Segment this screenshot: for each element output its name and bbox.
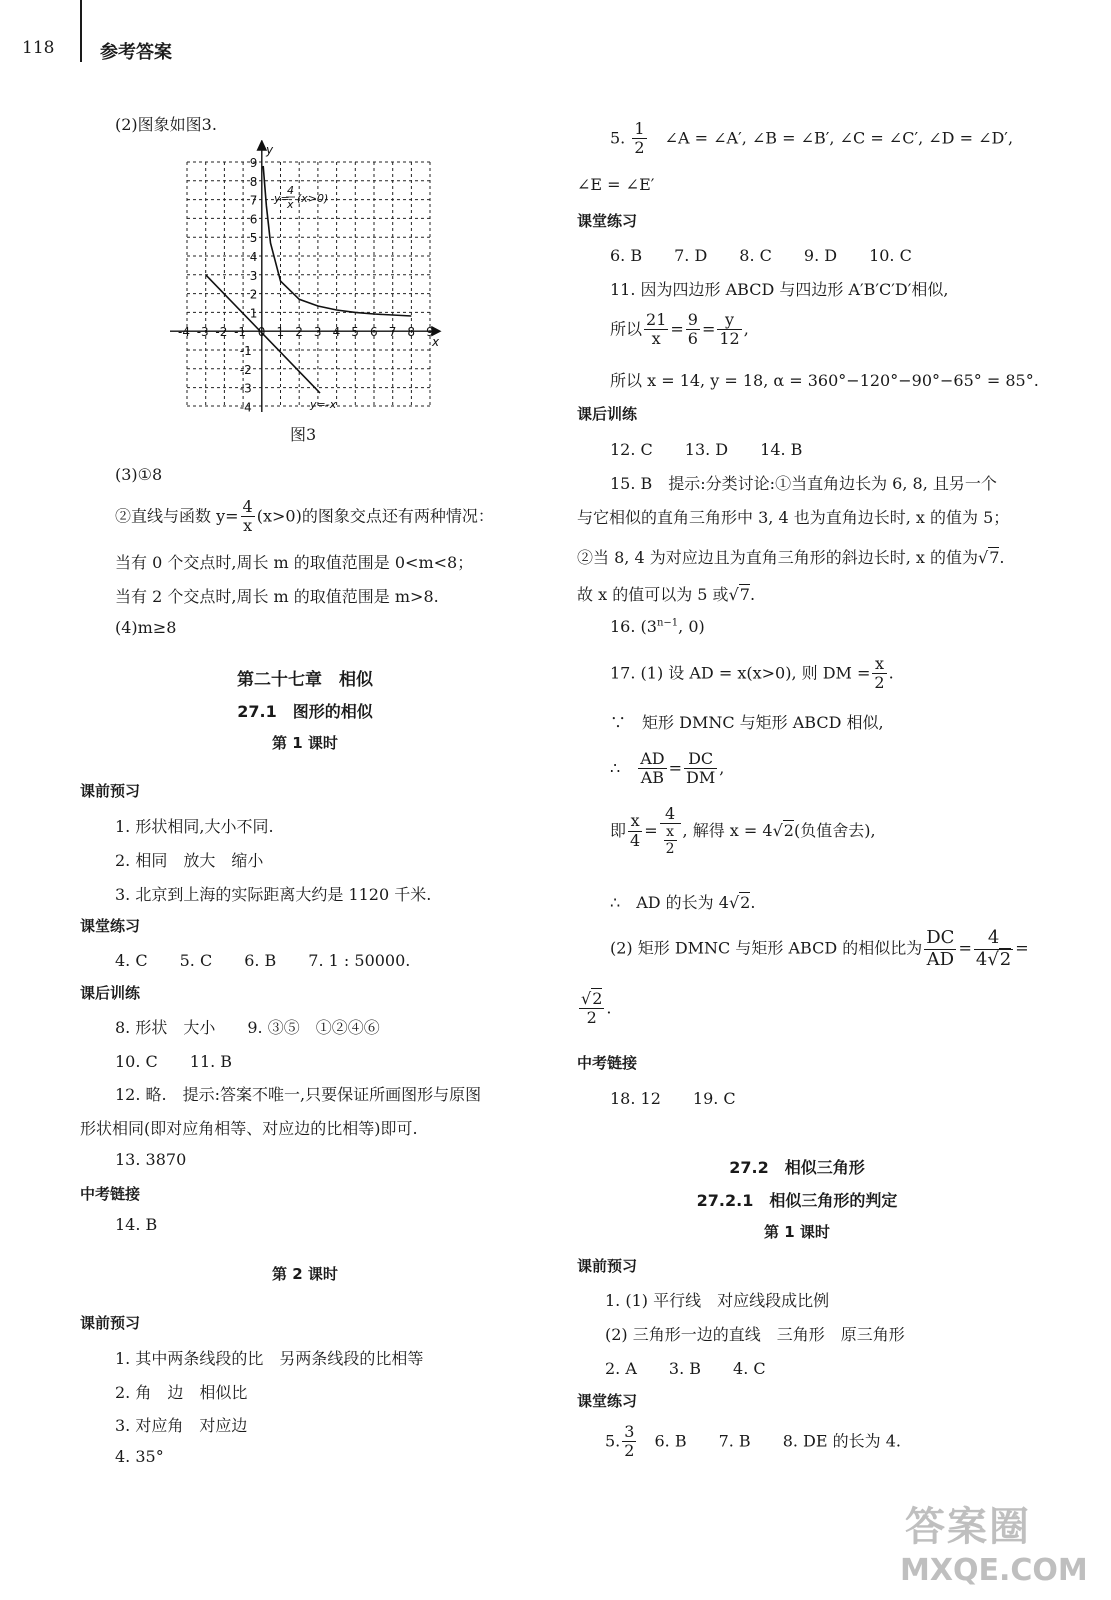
x-tick-label: 4 (332, 325, 341, 340)
r-after-17a: 17. (1) 设 AD = x(x>0), 则 DM = $\frac{x}{2}$ . (610, 654, 894, 693)
r-after-12-14: 12. C 13. D 14. B (610, 440, 803, 459)
x-tick-labels (178, 325, 434, 339)
preview2-1: 1. 其中两条线段的比 另两条线段的比相等 (115, 1349, 424, 1368)
r-class-11a: 11. 因为四边形 ABCD 与四边形 A′B′C′D′相似, (610, 280, 949, 299)
after-12b: 形状相同(即对应角相等、对应边的比相等)即可. (80, 1119, 418, 1138)
preview-2: 2. 相同 放大 缩小 (115, 851, 264, 870)
y-tick-label: 6 (249, 212, 258, 227)
y-tick-label: 7 (249, 193, 258, 208)
r-after-15a: 15. B 提示:分类讨论:①当直角边长为 6, 8, 且另一个 (610, 474, 997, 493)
y-tick-label: -4 (239, 400, 252, 415)
r-class2-5-8: 5. $\frac{3}{2}$ 6. B 7. B 8. DE 的长为 4. (605, 1422, 901, 1461)
y-tick-label: 2 (249, 287, 258, 302)
x-tick-label: -3 (196, 325, 209, 340)
page-number: 118 (22, 38, 55, 58)
heading-exam: 中考链接 (80, 1185, 141, 1203)
y-tick-label: -3 (239, 381, 252, 396)
preview2-2: 2. 角 边 相似比 (115, 1383, 248, 1402)
y-tick-label: 9 (249, 156, 258, 170)
r-answer-5: 5. $\frac{1}{2}$ ∠A = ∠A′, ∠B = ∠B′, ∠C = ∠C′, ∠D = ∠D′, (610, 119, 1014, 158)
after-12a: 12. 略. 提示:答案不唯一,只要保证所画图形与原图 (115, 1085, 482, 1104)
r-class-6-10: 6. B 7. D 8. C 9. D 10. C (610, 246, 912, 265)
line-label: y=-x (310, 398, 337, 411)
watermark-url: MXQE.COM (900, 1553, 1088, 1588)
x-tick-label: 6 (370, 325, 378, 340)
after-8-9: 8. 形状 大小 9. ③⑤ ①②④⑥ (115, 1018, 380, 1037)
x-tick-label: 8 (407, 325, 416, 340)
preview2-4: 4. 35° (115, 1447, 164, 1466)
x-tick-label: -2 (215, 325, 228, 340)
answer-2: (2)图象如图3. (115, 115, 217, 134)
figure-caption: 图3 (290, 425, 317, 444)
section-title: 27.1 图形的相似 (237, 702, 373, 721)
watermark-logo: 答案圈 (905, 1504, 1031, 1550)
answer-3c: 当有 0 个交点时,周长 m 的取值范围是 0<m<8； (115, 553, 474, 572)
header-divider (80, 0, 82, 62)
curve-label-den: x (287, 198, 294, 211)
x-tick-label: 0 (257, 325, 266, 340)
r-after-17g: $\frac{√2}{2}$ . (581, 989, 612, 1028)
r-heading-after: 课后训练 (577, 405, 638, 423)
r-after-17f: (2) 矩形 DMNC 与矩形 ABCD 的相似比为 $\frac{DC}{AD}$ = $\frac{4}{4√2}$ = (610, 927, 1029, 970)
x-axis-label: x (432, 335, 440, 349)
r-after-17c: ∴ $\frac{AD}{AB}$ = $\frac{DC}{DM}$ , (610, 749, 725, 788)
r-after-17e: ∴ AD 的长为 4√2. (610, 893, 756, 912)
r-heading-class-2: 课堂练习 (577, 1392, 638, 1410)
exam-14: 14. B (115, 1215, 158, 1234)
r-after-16: 16. ($3^{n-1}$, 0) (610, 617, 705, 636)
r-preview-2-4: 2. A 3. B 4. C (605, 1359, 766, 1378)
curve-label-cond: (x>0) (297, 192, 329, 205)
r-after-15d: 故 x 的值可以为 5 或√7. (577, 585, 756, 604)
after-13: 13. 3870 (115, 1150, 187, 1169)
r-after-15b: 与它相似的直角三角形中 3, 4 也为直角边长时, x 的值为 5； (577, 508, 1010, 527)
y-tick-label: -2 (239, 362, 252, 377)
curve-label-num: 4 (287, 184, 294, 197)
r-exam-18-19: 18. 12 19. C (610, 1089, 736, 1108)
y-tick-label: 4 (249, 250, 258, 264)
x-tick-label: 7 (388, 325, 397, 340)
r-heading-class: 课堂练习 (577, 212, 638, 230)
y-tick-label: 3 (249, 268, 258, 283)
class-4-7: 4. C 5. C 6. B 7. 1 : 50000. (115, 951, 411, 970)
r-preview-1b: (2) 三角形一边的直线 三角形 原三角形 (605, 1325, 905, 1344)
y-axis-label: y (266, 143, 274, 157)
x-tick-label: -1 (234, 325, 247, 340)
x-tick-label: 5 (351, 325, 359, 340)
preview-3: 3. 北京到上海的实际距离大约是 1120 千米. (115, 885, 432, 904)
r-answer-5b: ∠E = ∠E′ (577, 175, 655, 194)
r-after-17b: ∵ 矩形 DMNC 与矩形 ABCD 相似, (610, 713, 884, 732)
x-tick-label: 1 (276, 325, 285, 340)
heading-after: 课后训练 (80, 984, 141, 1002)
answer-3d: 当有 2 个交点时,周长 m 的取值范围是 m>8. (115, 587, 439, 606)
x-tick-label: 2 (295, 325, 303, 340)
heading-class: 课堂练习 (80, 917, 141, 935)
y-tick-label: 8 (249, 174, 258, 189)
header-title: 参考答案 (100, 42, 172, 63)
section-27-2: 27.2 相似三角形 (729, 1158, 865, 1177)
answer-4: (4)m≥8 (115, 618, 177, 637)
r-lesson-1: 第 1 课时 (764, 1223, 830, 1241)
y-tick-label: -1 (239, 344, 252, 358)
heading-preview: 课前预习 (80, 782, 141, 800)
function-graph (160, 140, 450, 425)
r-after-15c: ②当 8, 4 为对应边且为直角三角形的斜边长时, x 的值为√7. (577, 548, 1005, 567)
chapter-title: 第二十七章 相似 (237, 670, 373, 690)
r-class-11b: 所以 $\frac{21}{x}$ = $\frac{9}{6}$ = $\frac{y}{12}$ , (610, 310, 749, 349)
lesson-1-title: 第 1 课时 (272, 734, 338, 752)
answer-3b: ②直线与函数 y= $\frac{4}{x}$ (x>0)的图象交点还有两种情况： (115, 497, 494, 536)
r-after-17d: 即 $\frac{x}{4}$ = $\frac{4}{\frac{x}{2}}$ , 解得 x = 4√2(负值舍去), (610, 804, 876, 858)
after-10-11: 10. C 11. B (115, 1052, 233, 1071)
x-tick-label: 9 (426, 325, 434, 340)
heading-preview-2: 课前预习 (80, 1314, 141, 1332)
preview-1: 1. 形状相同,大小不同. (115, 817, 274, 836)
lesson-2-title: 第 2 课时 (272, 1265, 338, 1283)
curve-label-pre: y= (274, 192, 290, 205)
answer-3: (3)①8 (115, 465, 163, 484)
r-heading-exam: 中考链接 (577, 1054, 638, 1072)
r-class-11c: 所以 x = 14, y = 18, α = 360°−120°−90°−65° = 85°. (610, 371, 1039, 390)
r-heading-preview: 课前预习 (577, 1257, 638, 1275)
subsection-27-2-1: 27.2.1 相似三角形的判定 (696, 1191, 898, 1210)
r-preview-1a: 1. (1) 平行线 对应线段成比例 (605, 1291, 830, 1310)
y-tick-labels (240, 156, 258, 414)
x-tick-label: 3 (313, 325, 322, 340)
y-tick-label: 1 (249, 306, 258, 321)
y-tick-label: 5 (249, 231, 258, 246)
x-tick-label: -4 (178, 325, 190, 340)
preview2-3: 3. 对应角 对应边 (115, 1416, 248, 1435)
y-axis-arrow (258, 141, 266, 150)
